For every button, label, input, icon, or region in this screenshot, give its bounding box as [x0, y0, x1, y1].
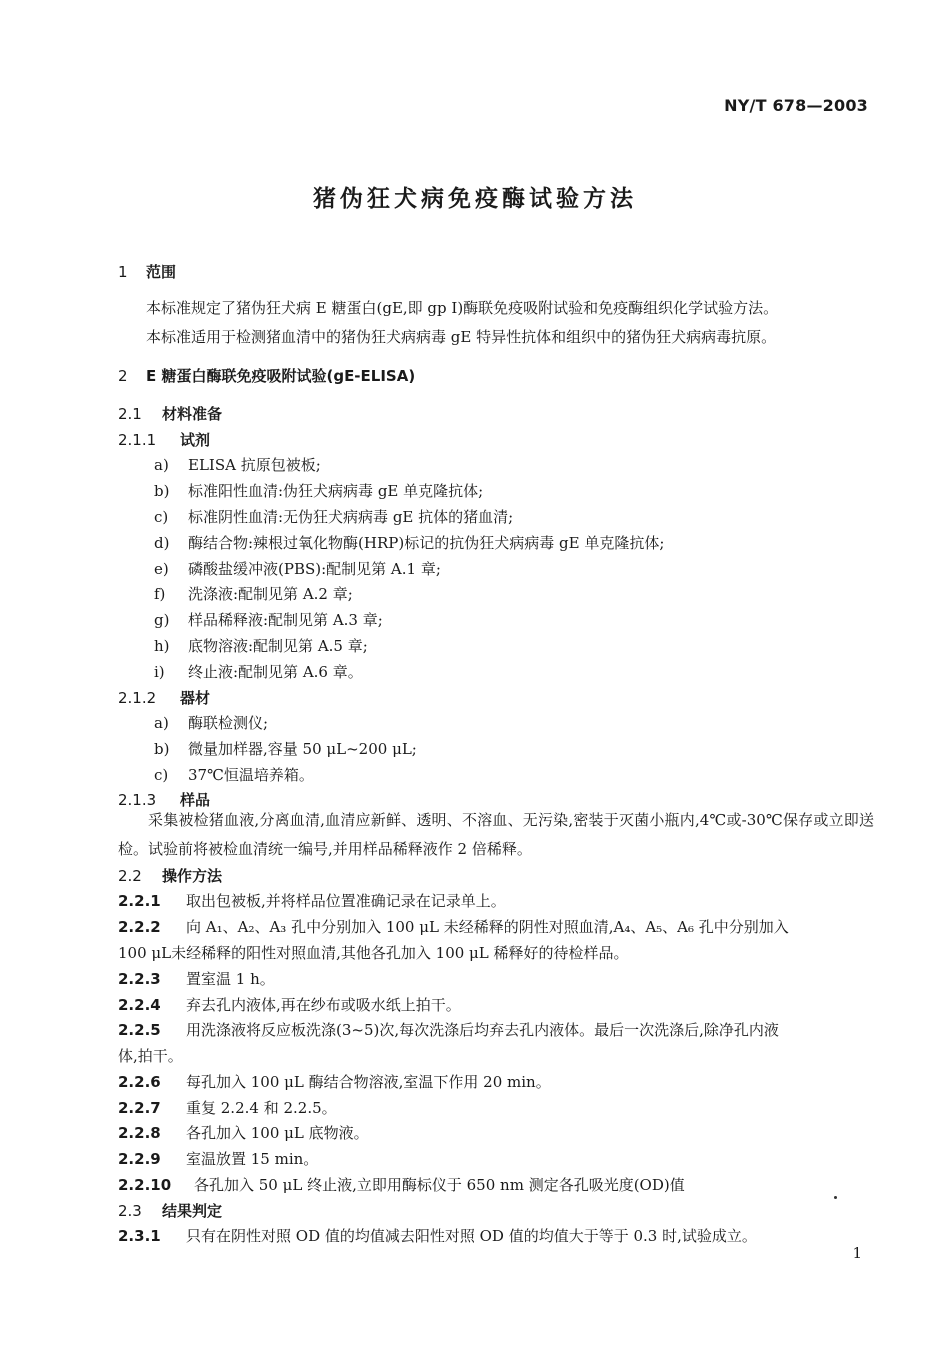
speck-mark [834, 1196, 837, 1199]
step-continuation: 体,拍干。 [118, 1047, 183, 1065]
document-title: 猪伪狂犬病免疫酶试验方法 [313, 186, 637, 212]
step-item: 2.2.6 每孔加入 100 μL 酶结合物溶液,室温下作用 20 min。 [118, 1073, 551, 1091]
section-1-paragraph-1: 本标准规定了猪伪狂犬病 E 糖蛋白(gE,即 gp Ⅰ)酶联免疫吸附试验和免疫酶组织化学试验方法。 [146, 299, 779, 317]
list-item: a) ELISA 抗原包被板; [154, 456, 321, 474]
step-item: 2.2.2 向 A₁、A₂、A₃ 孔中分别加入 100 μL 未经稀释的阴性对照血清,A₄、A₅、A₆ 孔中分别加入 [118, 918, 789, 936]
list-item: g) 样品稀释液:配制见第 A.3 章; [154, 611, 383, 629]
step-item: 2.2.1 取出包被板,并将样品位置准确记录在记录单上。 [118, 892, 506, 910]
step-item: 2.2.8 各孔加入 100 μL 底物液。 [118, 1124, 369, 1142]
step-item: 2.3.1 只有在阴性对照 OD 值的均值减去阳性对照 OD 值的均值大于等于 0.3 时,试验成立。 [118, 1227, 757, 1245]
list-item: h) 底物溶液:配制见第 A.5 章; [154, 637, 368, 655]
section-2-1-1-heading: 2.1.1 试剂 [118, 431, 211, 449]
step-item: 2.2.5 用洗涤液将反应板洗涤(3~5)次,每次洗涤后均弃去孔内液体。最后一次洗涤后,除净孔内液 [118, 1021, 779, 1039]
list-item: i) 终止液:配制见第 A.6 章。 [154, 663, 363, 681]
step-item: 2.2.3 置室温 1 h。 [118, 970, 275, 988]
step-item: 2.2.9 室温放置 15 min。 [118, 1150, 319, 1168]
list-item: b) 标准阳性血清:伪狂犬病病毒 gE 单克隆抗体; [154, 482, 484, 500]
step-continuation: 100 μL未经稀释的阳性对照血清,其他各孔加入 100 μL 稀释好的待检样品。 [118, 944, 629, 962]
section-2-1-heading: 2.1 材料准备 [118, 405, 223, 423]
section-2-heading: 2 E 糖蛋白酶联免疫吸附试验(gE-ELISA) [118, 367, 416, 385]
section-2-3-heading: 2.3 结果判定 [118, 1202, 223, 1220]
step-item: 2.2.10 各孔加入 50 μL 终止液,立即用酶标仪于 650 nm 测定各孔吸光度(OD)值 [118, 1176, 685, 1194]
step-item: 2.2.7 重复 2.2.4 和 2.2.5。 [118, 1099, 337, 1117]
list-item: e) 磷酸盐缓冲液(PBS):配制见第 A.1 章; [154, 560, 441, 578]
section-1-heading: 1 范围 [118, 263, 177, 281]
section-2-1-2-heading: 2.1.2 器材 [118, 689, 211, 707]
list-item: b) 微量加样器,容量 50 μL~200 μL; [154, 740, 417, 758]
list-item: f) 洗涤液:配制见第 A.2 章; [154, 585, 353, 603]
standard-number: NY/T 678—2003 [724, 96, 868, 115]
section-2-2-heading: 2.2 操作方法 [118, 867, 223, 885]
step-item: 2.2.4 弃去孔内液体,再在纱布或吸水纸上拍干。 [118, 996, 461, 1014]
list-item: d) 酶结合物:辣根过氧化物酶(HRP)标记的抗伪狂犬病病毒 gE 单克隆抗体; [154, 534, 665, 552]
sample-paragraph: 采集被检猪血液,分离血清,血清应新鲜、透明、不溶血、无污染,密装于灭菌小瓶内,4℃或-30℃保存或立即送检。试验前将被检血清统一编号,并用样品稀释液作 2 倍稀释。 [118, 811, 874, 858]
list-item: c) 标准阴性血清:无伪狂犬病病毒 gE 抗体的猪血清; [154, 508, 514, 526]
list-item: c) 37℃恒温培养箱。 [154, 766, 314, 784]
section-1-paragraph-2: 本标准适用于检测猪血清中的猪伪狂犬病病毒 gE 特异性抗体和组织中的猪伪狂犬病病毒抗原。 [146, 328, 777, 346]
section-2-1-3-heading: 2.1.3 样品 [118, 791, 211, 809]
list-item: a) 酶联检测仪; [154, 714, 269, 732]
page-number: 1 [852, 1244, 862, 1262]
